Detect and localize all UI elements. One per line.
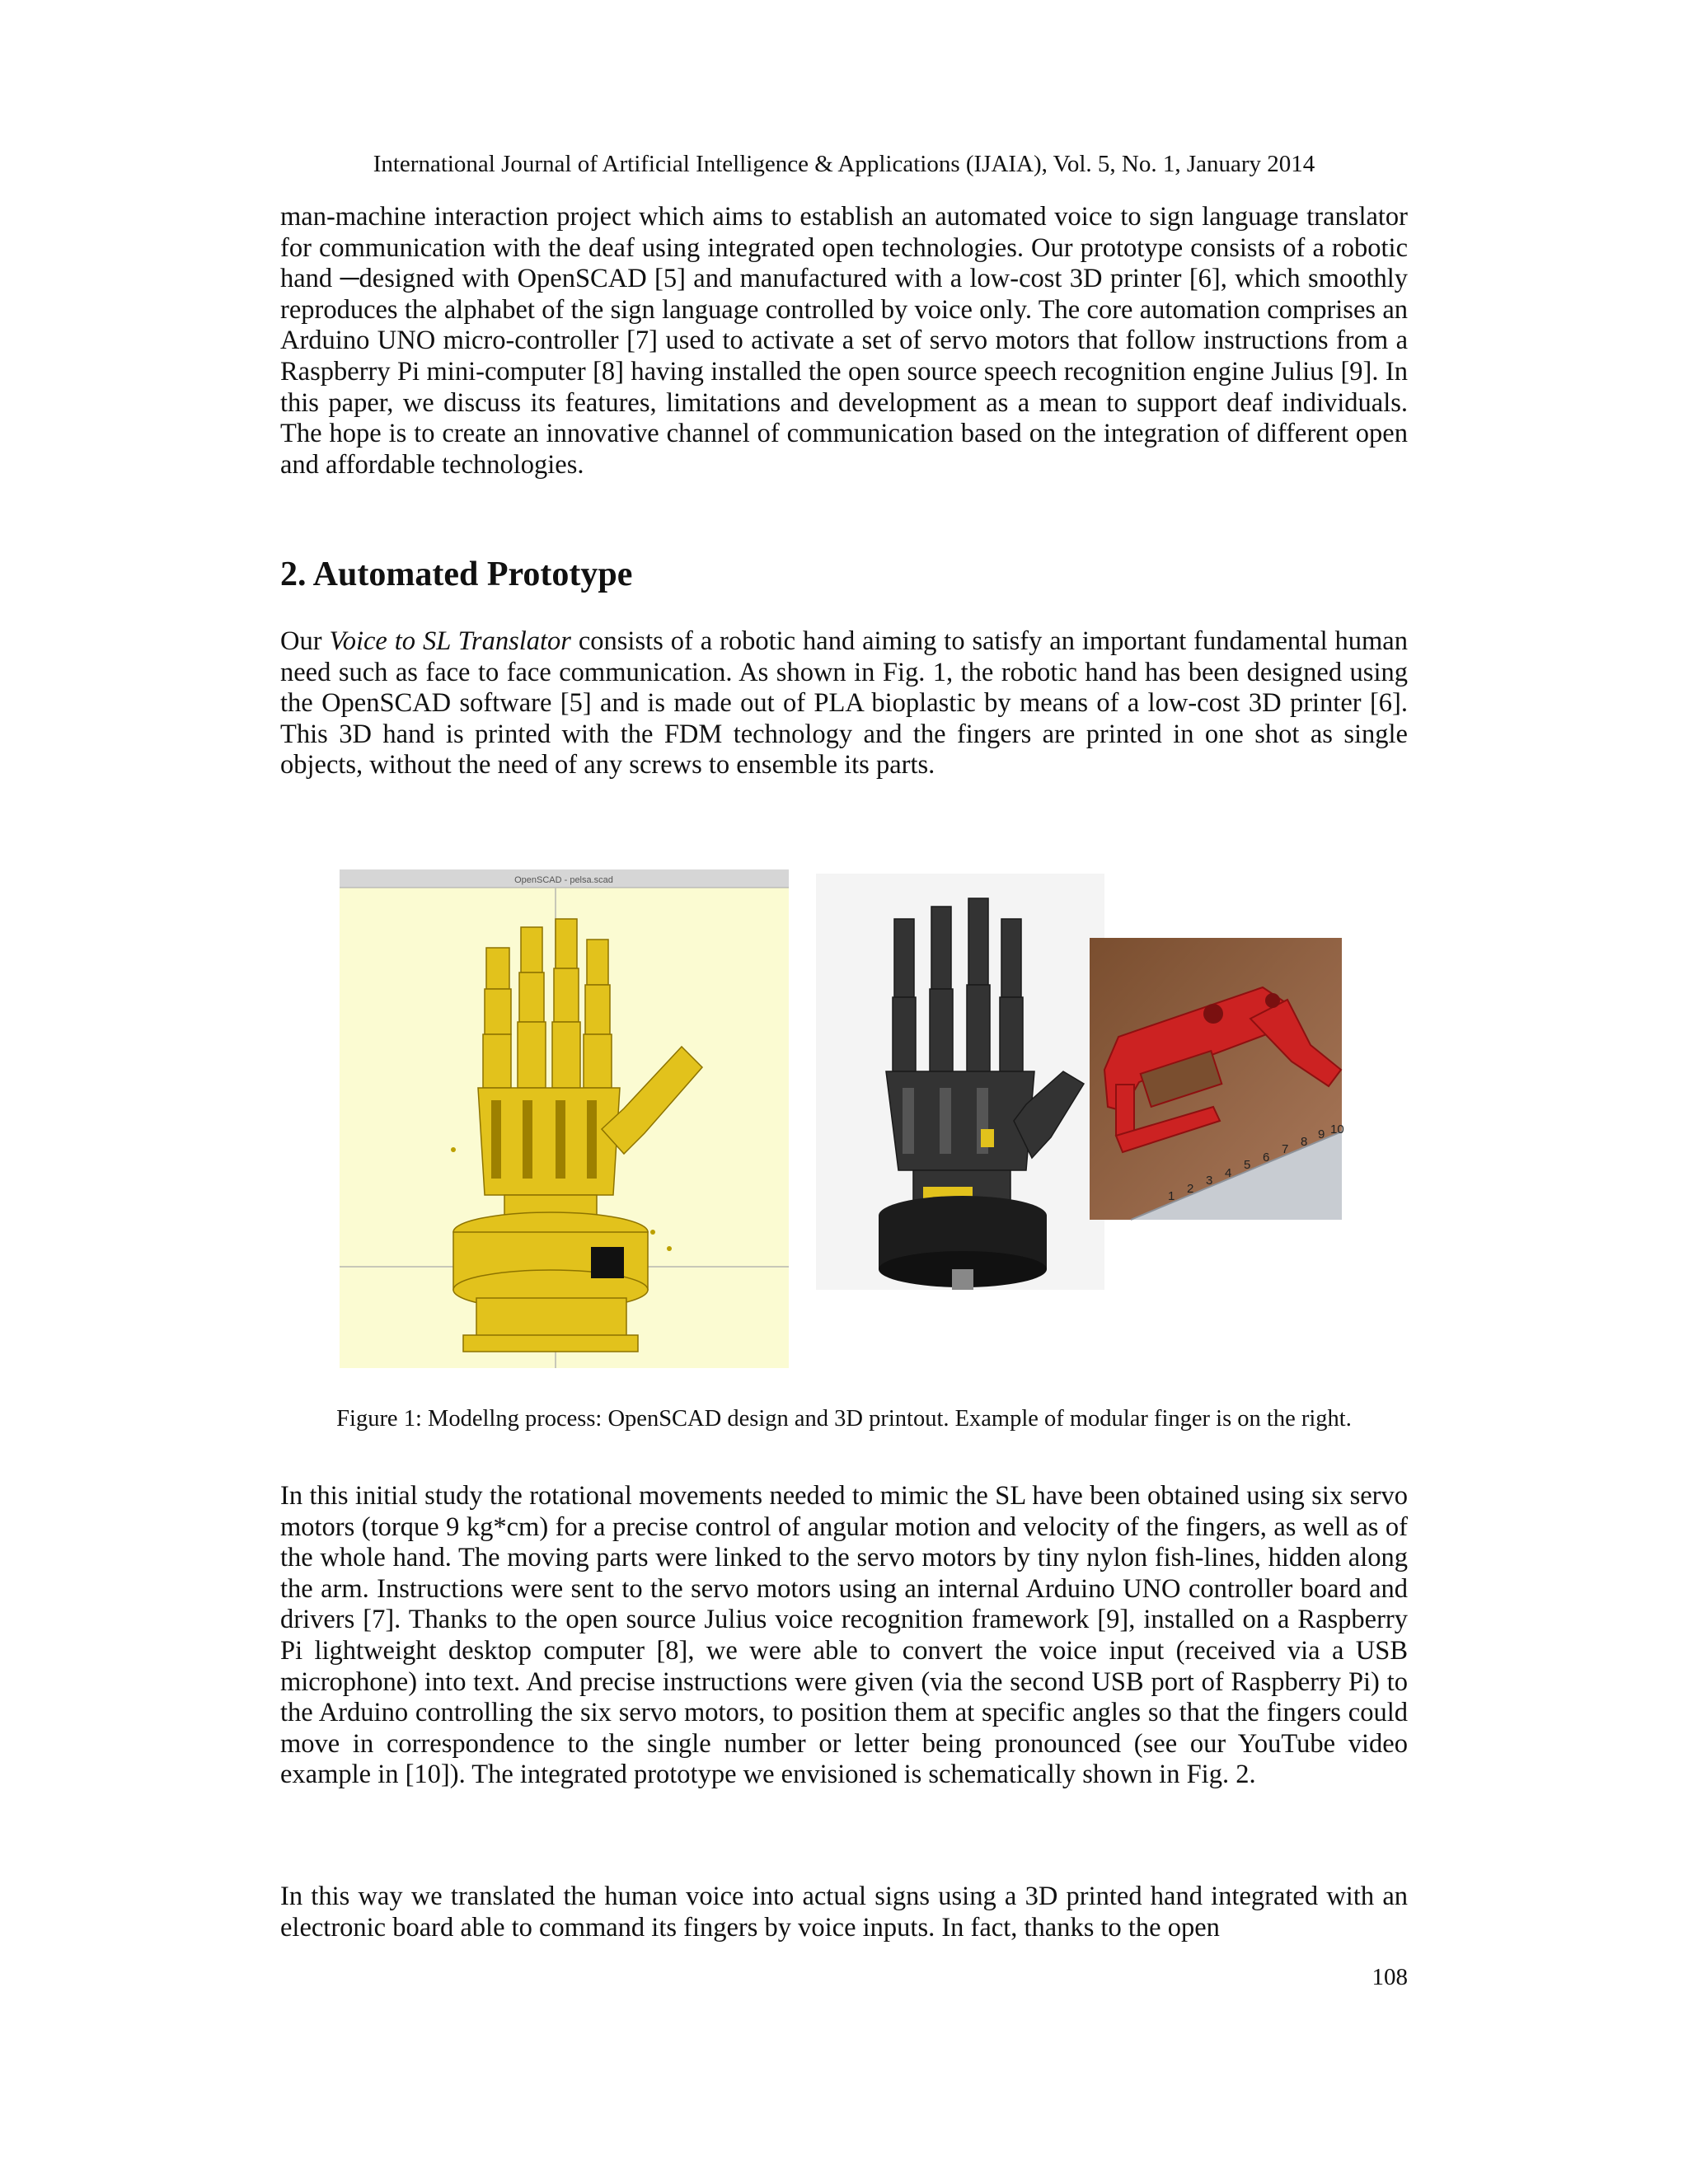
running-header: International Journal of Artificial Intelligence & Applications (IJAIA), Vol. 5, No. 1, January 2014 [373,151,1315,177]
ruler-digit: 7 [1282,1142,1289,1156]
ruler-digit: 1 [1168,1189,1175,1203]
section-paragraph [280,626,1408,781]
body-paragraph-1: In this initial study the rotational movements needed to mimic the SL have been obtained using six servo motors (torque 9 kg*cm) for a precise control of angular motion and velocity of the fingers, as well as of the whole hand. The moving parts were linked to the servo motors by tiny nylon fish-lines, hidden along the arm. Instructions were sent to the servo motors using an internal Arduino UNO controller board and drivers [7]. Thanks to the open source Julius voice recognition framework [9], installed on a Raspberry Pi lightweight desktop computer [8], we were able to convert the voice input (received via a USB microphone) into text. And precise instructions were given (via the second USB port of Raspberry Pi) to the Arduino controlling the six servo motors, to position them at specific angles so that the fingers could move in correspondence to the single number or letter being pronounced (see our YouTube video example in [10]). The integrated prototype we envisioned is schematically shown in Fig. 2. [280,1481,1408,1790]
modular-finger-photo [1090,938,1342,1220]
openscad-render-image [340,869,789,1368]
product-name: Voice to SL Translator [329,626,571,656]
ruler-digit: 5 [1244,1158,1251,1172]
window-title: OpenSCAD - pelsa.scad [514,875,613,885]
page-number: 108 [1372,1964,1408,1990]
openscad-render-svg [340,869,789,1368]
ruler-digit: 3 [1206,1174,1213,1188]
ruler-digit: 4 [1225,1166,1232,1180]
ruler-digit: 8 [1301,1135,1308,1149]
ruler-digit: 10 [1330,1122,1344,1137]
printed-hand-photo [816,874,1104,1290]
intro-paragraph: man-machine interaction project which aims to establish an automated voice to sign language translator for communication with the deaf using integrated open technologies. Our prototype consists of a robotic hand ─designed with OpenSCAD [5] and manufactured with a low-cost 3D printer [6], which smoothly reproduces the alphabet of the sign language controlled by voice only. The core automation comprises an Arduino UNO micro-controller [7] used to activate a set of servo motors that follow instructions from a Raspberry Pi mini-computer [8] having installed the open source speech recognition engine Julius [9]. In this paper, we discuss its features, limitations and development as a mean to support deaf individuals. The hope is to create an innovative channel of communication based on the integration of different open and affordable technologies. [280,202,1408,480]
body-paragraph-2: In this way we translated the human voice into actual signs using a 3D printed hand integrated with an electronic board able to command its fingers by voice inputs. In fact, thanks to the open [280,1882,1408,1943]
ruler-digit: 6 [1263,1151,1270,1165]
section-paragraph-lead: Our [280,626,330,656]
section-heading: 2. Automated Prototype [280,555,633,593]
figure-caption: Figure 1: Modellng process: OpenSCAD design and 3D printout. Example of modular finger is on the right. [336,1406,1352,1432]
ruler-digit: 2 [1187,1182,1194,1196]
ruler-digit: 9 [1318,1127,1325,1141]
section-paragraph-rest: consists of a robotic hand aiming to satisfy an important fundamental human need such as face to face communication. As shown in Fig. 1, the robotic hand has been designed using the OpenSCAD software [5] and is made out of PLA bioplastic by means of a low-cost 3D printer [6]. This 3D hand is printed with the FDM technology and the fingers are printed in one shot as single objects, without the need of any screws to ensemble its parts. [280,626,1408,780]
modular-finger-svg [1090,938,1342,1220]
printed-hand-svg [816,874,1104,1290]
